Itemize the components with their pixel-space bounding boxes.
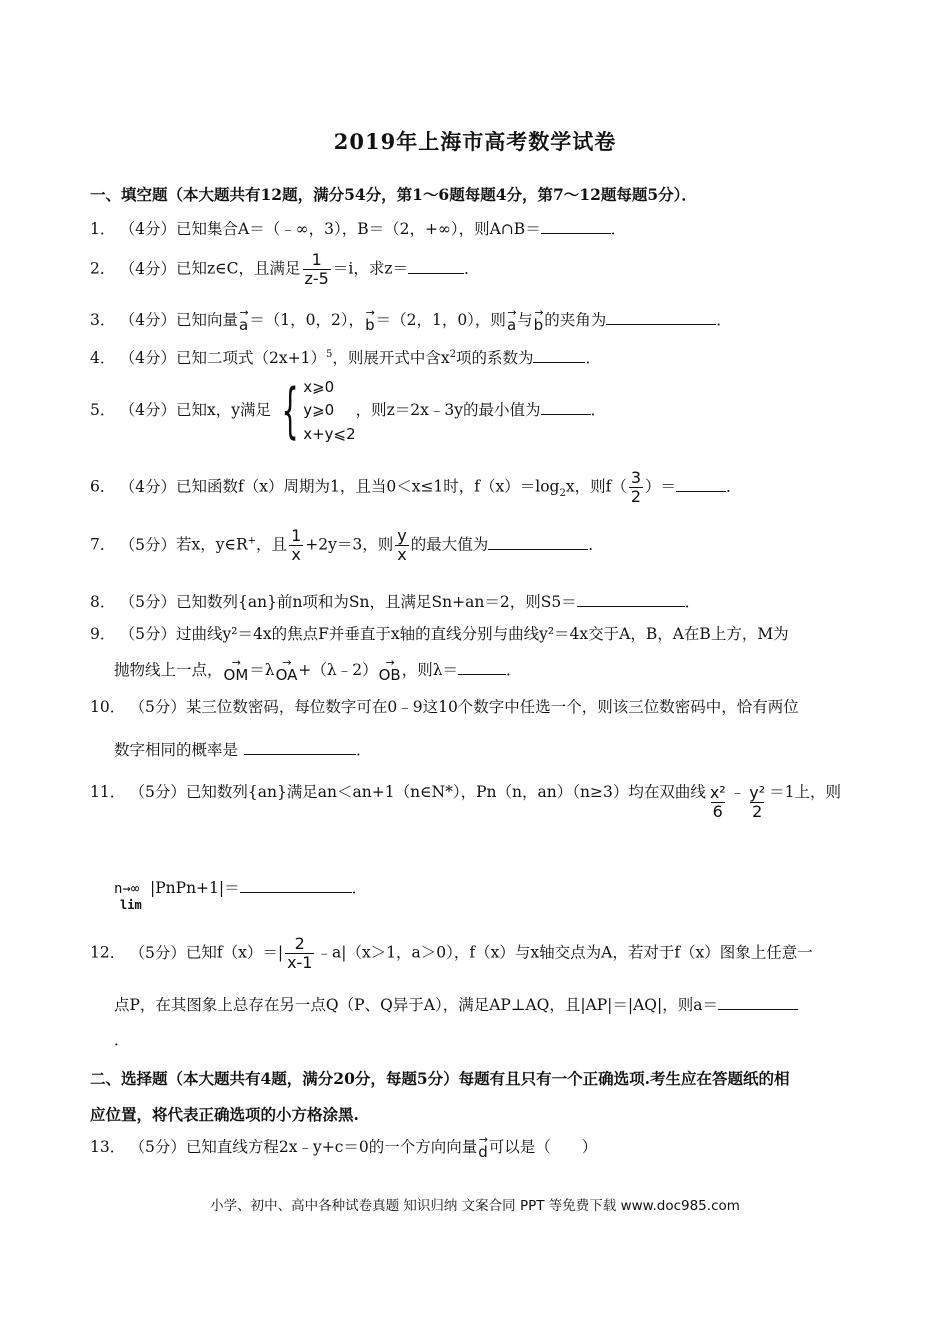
answer-blank[interactable] [240, 878, 352, 893]
question-10 [90, 700, 799, 716]
question-number: 6． [90, 477, 116, 496]
punctuation: ． [463, 259, 480, 278]
section-heading-fill-in: 一、填空题（本大题共有12题，满分54分，第1～6题每题4分，第7～12题每题5分）． [90, 185, 697, 204]
arrow-icon: → [478, 1133, 488, 1146]
vector-d [478, 1133, 488, 1161]
fraction [395, 528, 408, 563]
question-text: ）＝ [645, 477, 677, 496]
limit-label: lim [120, 898, 142, 912]
question-text: 已知数列{an}满足an＜an+1（n∈N*），Pn（n，an）（n≥3）均在双曲线 [185, 783, 706, 801]
arrow-icon: → [534, 306, 543, 319]
question-number: 8． [90, 593, 116, 611]
exponent: 2 [449, 348, 456, 360]
question-score: （4分） [127, 310, 176, 329]
question-text: ＝1上，则 [769, 783, 841, 801]
numerator: 3 [630, 468, 642, 487]
fraction [708, 785, 728, 820]
question-11 [90, 785, 841, 820]
numerator: 2 [294, 934, 305, 953]
numerator: x² [709, 783, 726, 802]
question-text: +（λ﹣2） [298, 661, 378, 679]
question-5 [90, 376, 606, 446]
answer-blank[interactable] [533, 348, 585, 363]
question-text: 的最大值为 [410, 535, 489, 554]
question-text: ＝λ [249, 661, 275, 679]
question-number: 1． [90, 220, 116, 238]
constraint: y⩾0 [303, 401, 335, 420]
question-6 [90, 470, 742, 505]
question-score: （5分） [137, 783, 186, 801]
question-text: ，则λ＝ [401, 661, 459, 679]
arrow-icon: → [231, 656, 240, 670]
answer-blank[interactable] [541, 219, 611, 234]
question-text: 某三位数密码，每位数字可在0﹣9这10个数字中任选一个，则该三位数密码中，恰有两位 [185, 698, 799, 716]
numerator: 1 [291, 526, 302, 545]
arrow-icon: → [282, 656, 291, 670]
question-text: 已知集合A＝（﹣∞，3），B＝（2，+∞），则A∩B＝ [176, 220, 541, 238]
question-score: （4分） [127, 220, 176, 238]
question-text: 点P，在其图象上总存在另一点Q（P、Q异于A），满足AP⊥AQ，且|AP|＝|AQ|，则a＝ [114, 996, 718, 1014]
question-number: 7． [90, 535, 116, 554]
question-4 [90, 348, 601, 367]
punctuation: ． [356, 741, 372, 759]
arrow-icon: → [385, 656, 394, 670]
question-text: ，则z＝2x﹣3y的最小值为 [355, 400, 541, 419]
answer-blank[interactable] [676, 477, 726, 492]
question-10-line-2 [114, 738, 372, 760]
question-text: |PnPn+1|＝ [150, 879, 240, 897]
question-number: 5． [90, 400, 116, 419]
question-text: 已知直线方程2x﹣y+c＝0的一个方向向量 [185, 1137, 478, 1156]
vector-a [239, 306, 249, 334]
question-text: 项的系数为 [455, 349, 534, 367]
question-3 [90, 306, 732, 334]
question-9-line-2 [114, 658, 522, 683]
fraction [303, 252, 331, 287]
page-footer: 小学、初中、高中各种试卷真题 知识归纳 文案合同 PPT 等免费下载 www.doc985.com [210, 1198, 740, 1214]
question-score: （5分） [137, 698, 186, 716]
numerator: y [397, 526, 407, 545]
question-text: +2y＝3，则 [305, 535, 394, 554]
punctuation: ． [726, 477, 742, 496]
answer-blank[interactable] [541, 400, 591, 415]
numerator: 1 [311, 250, 322, 269]
answer-blank[interactable] [606, 310, 716, 325]
question-11-line-2 [150, 878, 367, 897]
vector-letter: OA [275, 665, 298, 684]
question-text: 可以是（ ） [488, 1137, 598, 1156]
section-heading-choice-line-2: 应位置，将代表正确选项的小方格涂黑. [90, 1105, 359, 1124]
question-score: （5分） [127, 593, 176, 611]
punctuation: ． [610, 220, 627, 238]
vector-b [533, 306, 544, 334]
minus-sign: ﹣ [729, 783, 746, 801]
fraction [747, 785, 767, 820]
question-9 [90, 627, 789, 643]
numerator: y² [749, 783, 766, 802]
denominator: x [291, 544, 301, 564]
question-2 [90, 252, 480, 287]
question-text: 的夹角为 [544, 310, 607, 329]
question-score: （4分） [127, 477, 176, 496]
superscript: + [247, 535, 257, 547]
vector-letter: a [239, 315, 249, 334]
fraction [285, 936, 314, 971]
question-text: ＝（1，0，2）， [249, 310, 365, 329]
question-number: 12． [90, 943, 126, 962]
question-text: ﹣a|（x＞1，a＞0），f（x）与x轴交点为A，若对于f（x）图象上任意一 [316, 943, 813, 962]
question-text: 过曲线y²＝4x的焦点F并垂直于x轴的直线分别与曲线y²＝4x交于A，B，A在B上方，M为 [176, 625, 789, 643]
denominator: 2 [752, 801, 763, 821]
answer-blank[interactable] [458, 660, 506, 675]
question-number: 13． [90, 1137, 126, 1156]
question-8 [90, 592, 700, 611]
fraction [629, 470, 643, 505]
constraint-system [271, 376, 356, 446]
question-score: （4分） [127, 400, 176, 419]
question-text: 已知向量 [176, 310, 239, 329]
answer-blank[interactable] [244, 740, 356, 755]
arrow-icon: → [507, 306, 516, 319]
question-text: 已知二项式（2x+1） [176, 349, 326, 367]
question-text: 已知x，y满足 [176, 400, 271, 419]
question-score: （4分） [127, 259, 176, 278]
subscript: 2 [559, 487, 566, 499]
arrow-icon: → [239, 306, 248, 319]
question-12 [90, 936, 813, 971]
question-12-line-3: ． [114, 1031, 130, 1049]
brace-icon: { [281, 375, 299, 446]
question-text: 抛物线上一点， [114, 661, 223, 679]
limit-arrow: n→∞ [114, 881, 140, 897]
vector-om [223, 656, 249, 684]
question-text: 已知z∈C，且满足 [176, 259, 301, 278]
question-number: 10． [90, 698, 126, 716]
vector-letter: OB [378, 665, 401, 684]
denominator: x-1 [287, 952, 313, 972]
question-text: 已知数列{an}前n项和为Sn，且满足Sn+an＝2，则S5＝ [176, 593, 577, 611]
denominator: x [397, 544, 407, 564]
question-text: ＝i，求z＝ [332, 259, 408, 278]
punctuation: ． [684, 593, 701, 611]
question-text: x，则f（ [565, 477, 627, 496]
question-score: （5分） [137, 1137, 186, 1156]
answer-blank[interactable] [408, 259, 464, 274]
question-text: 与 [517, 310, 533, 329]
question-number: 4． [90, 349, 116, 367]
question-number: 9． [90, 625, 116, 643]
question-12-line-2 [114, 993, 798, 1015]
punctuation: ． [716, 310, 732, 329]
section-heading-choice: 二、选择题（本大题共有4题，满分20分，每题5分）每题有且只有一个正确选项.考生应在答题纸的相 [90, 1069, 790, 1088]
vector-ob [378, 656, 401, 684]
question-number: 2． [90, 259, 116, 278]
answer-blank[interactable] [577, 592, 685, 607]
question-text: ，则展开式中含x [332, 349, 450, 367]
vector-letter: b [365, 315, 375, 334]
vector-letter: d [478, 1142, 488, 1161]
vector-letter: OM [223, 665, 249, 684]
denominator: 2 [630, 486, 642, 506]
punctuation: ． [506, 661, 522, 679]
constraint: x⩾0 [303, 378, 335, 396]
denominator: 6 [712, 801, 723, 821]
question-7 [90, 528, 604, 563]
question-text: 已知f（x）＝| [185, 943, 284, 962]
answer-blank[interactable] [488, 535, 588, 550]
punctuation: ． [585, 349, 601, 367]
question-text: 数字相同的概率是 [114, 741, 239, 759]
answer-blank[interactable] [718, 995, 798, 1010]
vector-letter: b [533, 315, 544, 334]
fraction [289, 528, 303, 563]
vector-b [365, 306, 375, 334]
question-number: 3． [90, 310, 116, 329]
constraint: x+y⩽2 [303, 424, 356, 443]
limit-notation [114, 878, 142, 912]
vector-oa [275, 656, 298, 684]
punctuation: ． [588, 535, 604, 554]
question-text: ，且 [256, 535, 288, 554]
arrow-icon: → [365, 306, 374, 319]
denominator: z-5 [304, 268, 329, 288]
punctuation: ． [351, 879, 368, 897]
question-text: ＝（2，1，0），则 [375, 310, 506, 329]
question-score: （5分） [127, 535, 176, 554]
question-number: 11． [90, 783, 126, 801]
question-score: （5分） [127, 625, 176, 643]
page-title: 2019年上海市高考数学试卷 [333, 129, 617, 154]
punctuation: ． [590, 400, 607, 419]
vector-letter: a [506, 315, 517, 334]
question-score: （4分） [127, 349, 176, 367]
vector-a [506, 306, 517, 334]
question-score: （5分） [137, 943, 186, 962]
question-text: 若x，y∈R [176, 535, 248, 554]
exponent: 5 [325, 348, 333, 360]
question-text: 已知函数f（x）周期为1，且当0＜x≤1时，f（x）＝log [176, 477, 560, 496]
question-1 [90, 219, 626, 238]
question-13 [90, 1133, 598, 1161]
